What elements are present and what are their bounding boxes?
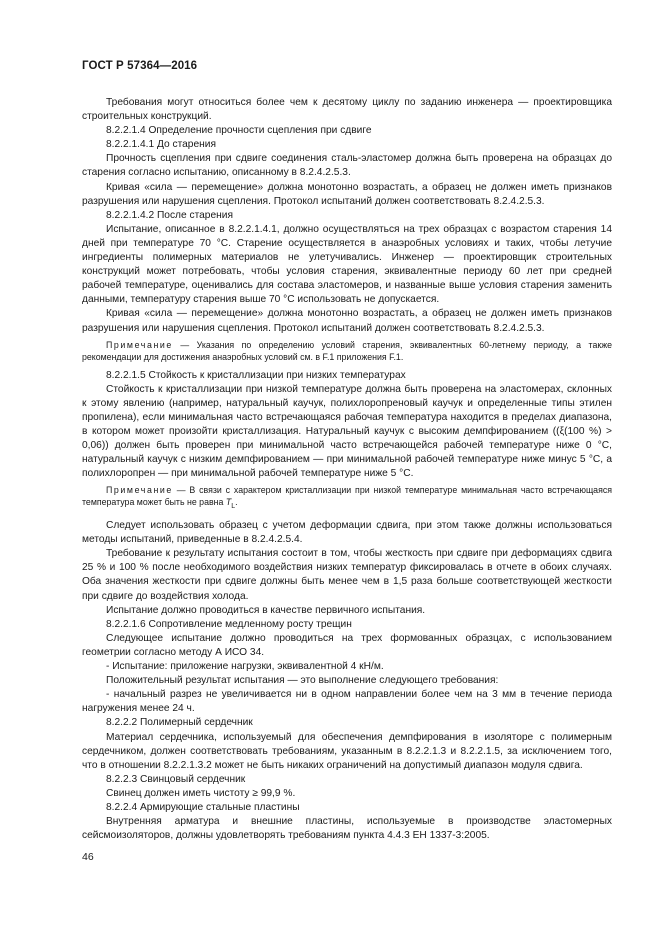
note-text: — Указания по определению условий старения, эквивалентных 60-летнему периоду, а также рекомендации для достижения анаэробных условий см. в F.1 приложения F.1.: [82, 339, 612, 362]
list-item: - начальный разрез не увеличивается ни в одном направлении более чем на 3 мм в течение периода нагружения менее 24 ч.: [82, 689, 612, 715]
note-end: .: [235, 497, 238, 508]
section-heading: 8.2.2.2 Полимерный сердечник: [106, 717, 253, 729]
list-item: - Испытание: приложение нагрузки, эквивалентной 4 кН/м.: [106, 661, 384, 673]
section-heading: 8.2.2.1.6 Сопротивление медленному росту трещин: [106, 618, 352, 630]
paragraph: Положительный результат испытания — это выполнение следующего требования:: [106, 675, 499, 687]
paragraph: Свинец должен иметь чистоту ≥ 99,9 %.: [106, 787, 296, 799]
paragraph: Следует использовать образец с учетом деформации сдвига, при этом также должны использоваться методы испытаний, приведенные в 8.2.4.2.5.4.: [82, 520, 612, 546]
section-heading: 8.2.2.1.4.1 До старения: [106, 139, 216, 151]
paragraph: Испытание должно проводиться в качестве первичного испытания.: [106, 604, 426, 616]
section-heading: 8.2.2.4 Армирующие стальные пластины: [106, 801, 300, 813]
section-heading: 8.2.2.1.4.2 После старения: [106, 209, 233, 221]
paragraph: Требование к результату испытания состоит в том, чтобы жесткость при сдвиге при деформациях сдвига 25 % и 100 % после необходимого воздействия низких температур фиксировалась в отчете в обоих случаях. Оба значения жесткости при сдвиге должны быть менее чем в 1,5 раза больше соответствующей жесткости при сдвиге до воздействия холода.: [82, 548, 612, 602]
note-label: Примечание: [106, 485, 173, 496]
paragraph: Внутренняя арматура и внешние пластины, используемые в производстве эластомерных сейсмоизоляторов, должны удовлетворять требованиям пункта 4.4.3 ЕН 1337-3:2005.: [82, 816, 612, 842]
document-body: [82, 96, 612, 843]
paragraph: Кривая «сила — перемещение» должна монотонно возрастать, а образец не должен иметь признаков разрушения или нарушения сцепления. Протокол испытаний должен соответствовать 8.2.4.2.5.3.: [82, 308, 612, 334]
paragraph: Следующее испытание должно проводиться на трех формованных образцах, с использованием геометрии согласно методу А ИСО 34.: [82, 632, 612, 658]
note-subscript: L: [231, 503, 236, 511]
note-label: Примечание: [106, 339, 173, 350]
note-symbol: T: [225, 497, 232, 508]
paragraph: Кривая «сила — перемещение» должна монотонно возрастать, а образец не должен иметь признаков разрушения или нарушения сцепления. Протокол испытаний должен соответствовать 8.2.4.2.5.3.: [82, 181, 612, 207]
document-header: ГОСТ Р 57364—2016: [82, 60, 198, 72]
section-heading: 8.2.2.1.4 Определение прочности сцепления при сдвиге: [106, 125, 372, 137]
paragraph: Прочность сцепления при сдвиге соединения сталь-эластомер должна быть проверена на образцах до старения согласно испытанию, описанному в 8.2.4.2.5.3.: [82, 153, 612, 179]
paragraph: Требования могут относиться более чем к десятому циклу по заданию инженера — проектировщика строительных конструкций.: [82, 97, 612, 123]
note-text: — В связи с характером кристаллизации при низкой температуре минимальная часто встречающаяся температура может быть не равна: [82, 485, 612, 508]
paragraph: Стойкость к кристаллизации при низкой температуре должна быть проверена на эластомерах, склонных к этому явлению (например, натуральный каучук, полихлоропреновый каучук и определенные типы этилен пропилена), если минимальная часто встречающаяся рабочая температура находится в пределах диапазона, в котором может произойти кристаллизация. Натуральный каучук с высоким демпфированием ((ξ(100 %) > 0,06)) должен быть проверен при минимальной часто встречающейся рабочей температуре ниже 0 °С, натуральный каучук с низким демпфированием — при минимальной рабочей температуре ниже минус 5 °С, а полихлоропрен — при минимальной рабочей температуре ниже 5 °С.: [82, 383, 612, 480]
page-number: 46: [82, 851, 94, 863]
note: [82, 484, 612, 513]
section-heading: 8.2.2.1.5 Стойкость к кристаллизации при низких температурах: [106, 369, 406, 381]
note: [82, 339, 612, 363]
paragraph: Материал сердечника, используемый для обеспечения демпфирования в изоляторе с полимерным сердечником, должен соответствовать требованиям, указанным в 8.2.2.1.3 и 8.2.2.1.5, за исключением того, что в отношении 8.2.2.1.3.2 может не быть никаких ограничений на допустимый диапазон модуля сдвига.: [82, 731, 612, 771]
paragraph: Испытание, описанное в 8.2.2.1.4.1, должно осуществляться на трех образцах с возрастом старения 14 дней при температуре 70 °С. Старение осуществляется в анаэробных условиях и таких, чтобы летучие ингредиенты полимерных материалов не улетучивались. Инженер — проектировщик строительных конструкций может потребовать, чтобы условия старения, эквивалентные периоду 60 лет при средней рабочей температуре, оценивались для состава эластомеров, и названные выше условия старения заменить данными, температуру старения выше 70 °С использовать не допускается.: [82, 223, 612, 306]
section-heading: 8.2.2.3 Свинцовый сердечник: [106, 773, 246, 785]
